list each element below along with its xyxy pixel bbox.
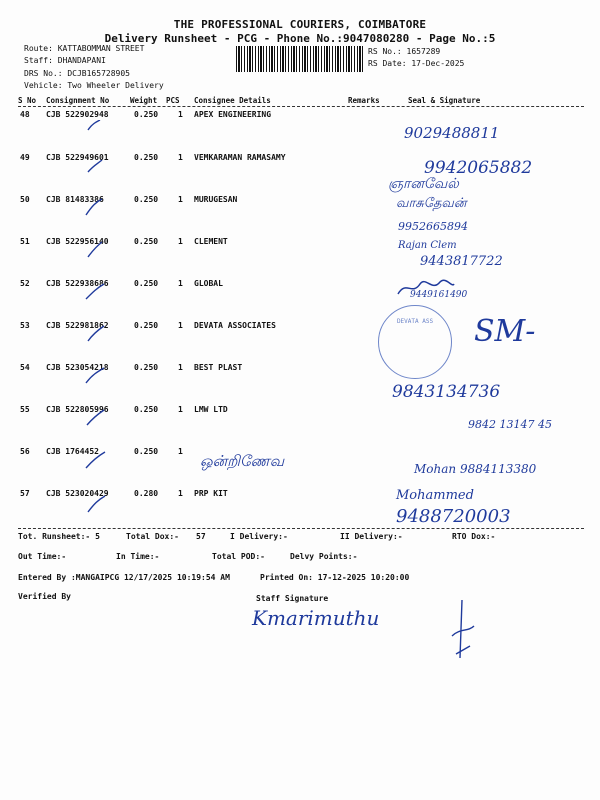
scribble-52 — [396, 274, 456, 300]
row-weight: 0.250 — [134, 110, 159, 119]
total-pod: Total POD:- — [212, 552, 265, 561]
rto-dox: RTO Dox:- — [452, 532, 496, 541]
col-consignee: Consignee Details — [194, 96, 271, 105]
row-weight: 0.250 — [134, 195, 159, 204]
row-sno: 56 — [20, 447, 30, 456]
row-sno: 54 — [20, 363, 30, 372]
row-pcs: 1 — [178, 363, 183, 372]
row-consignee: CLEMENT — [194, 237, 228, 246]
row-consignment: CJB 522956140 — [46, 237, 109, 246]
row-pcs: 1 — [178, 447, 183, 456]
row-sno: 49 — [20, 153, 30, 162]
out-time: Out Time:- — [18, 552, 67, 561]
total-dox-value: 57 — [196, 532, 206, 541]
ii-delivery: II Delivery:- — [340, 532, 403, 541]
row-consignment: CJB 1764452 — [46, 447, 99, 456]
row-consignee: MURUGESAN — [194, 195, 238, 204]
row-weight: 0.250 — [134, 279, 159, 288]
col-consignment: Consignment No — [46, 96, 110, 105]
delvy-points: Delvy Points:- — [290, 552, 358, 561]
signature-57-name: Mohammed — [396, 488, 474, 503]
signature-55-phone: 9843134736 — [392, 382, 501, 402]
row-pcs: 1 — [178, 195, 183, 204]
row-weight: 0.250 — [134, 153, 159, 162]
staff-signature: Kmarimuthu — [252, 606, 380, 630]
signature-50-name: வாசுதேவன் — [396, 196, 467, 211]
row-pcs: 1 — [178, 405, 183, 414]
row-sno: 53 — [20, 321, 30, 330]
signature-57-phone: 9488720003 — [396, 506, 511, 527]
row-sno: 51 — [20, 237, 30, 246]
staff-signature-label: Staff Signature — [256, 594, 329, 603]
drs-number: DRS No.: DCJB165728905 — [24, 69, 130, 78]
row-consignment: CJB 522938686 — [46, 279, 109, 288]
row-sno: 52 — [20, 279, 30, 288]
rs-number: RS No.: 1657289 — [368, 47, 441, 56]
tick-marks — [60, 120, 120, 520]
row-weight: 0.280 — [134, 489, 159, 498]
col-weight: Weight — [130, 96, 158, 105]
row-sno: 48 — [20, 110, 30, 119]
row-consignee: PRP KIT — [194, 489, 228, 498]
row-consignment: CJB 81483386 — [46, 195, 104, 204]
barcode — [236, 46, 364, 72]
row-consignee: LMW LTD — [194, 405, 228, 414]
runsheet-subtitle: Delivery Runsheet - PCG - Phone No.:9047080280 - Page No.:5 — [104, 32, 496, 45]
row-consignee: DEVATA ASSOCIATES — [194, 321, 276, 330]
rs-date: RS Date: 17-Dec-2025 — [368, 59, 465, 68]
row-consignee: GLOBAL — [194, 279, 223, 288]
row-weight: 0.250 — [134, 447, 159, 456]
printed-on: Printed On: 17-12-2025 10:20:00 — [260, 573, 410, 582]
signature-51-name: Rajan Clem — [398, 240, 457, 251]
signature-51-phone: 9443817722 — [420, 254, 503, 269]
row-consignment: CJB 522902948 — [46, 110, 109, 119]
signature-50-phone: 9952665894 — [398, 220, 468, 233]
row-pcs: 1 — [178, 153, 183, 162]
signature-56-phone: Mohan 9884113380 — [414, 462, 537, 476]
signature-55-note: 9842 13147 45 — [468, 418, 552, 431]
row-consignment: CJB 522949601 — [46, 153, 109, 162]
signature-49-phone: 9942065882 — [424, 158, 533, 178]
row-pcs: 1 — [178, 237, 183, 246]
entered-by: Entered By :MANGAIPCG 12/17/2025 10:19:54 AM — [18, 573, 230, 582]
verifier-scribble — [448, 598, 478, 668]
signature-52: 9449161490 — [410, 290, 468, 300]
row-sno: 55 — [20, 405, 30, 414]
in-time: In Time:- — [116, 552, 160, 561]
row-pcs: 1 — [178, 110, 183, 119]
col-pcs: PCS — [166, 96, 180, 105]
total-dox-label: Total Dox:- — [126, 532, 179, 541]
row-consignee: BEST PLAST — [194, 363, 243, 372]
row-consignment: CJB 522805996 — [46, 405, 109, 414]
total-runsheet: Tot. Runsheet:- 5 — [18, 532, 100, 541]
signature-48: 9029488811 — [404, 124, 500, 142]
row-sno: 50 — [20, 195, 30, 204]
signature-56-name: ஒன்றிணேவ — [200, 452, 285, 470]
row-pcs: 1 — [178, 321, 183, 330]
route: Route: KATTABOMMAN STREET — [24, 44, 145, 53]
row-consignment: CJB 523054218 — [46, 363, 109, 372]
row-weight: 0.250 — [134, 237, 159, 246]
vehicle: Vehicle: Two Wheeler Delivery — [24, 81, 164, 90]
row-pcs: 1 — [178, 489, 183, 498]
col-seal: Seal & Signature — [408, 96, 481, 105]
header-rule — [18, 106, 584, 107]
col-remarks: Remarks — [348, 96, 380, 105]
i-delivery: I Delivery:- — [230, 532, 288, 541]
company-stamp: DEVATA ASS — [378, 305, 452, 379]
company-title: THE PROFESSIONAL COURIERS, COIMBATORE — [173, 18, 427, 31]
col-sno: S No — [18, 96, 37, 105]
row-weight: 0.250 — [134, 405, 159, 414]
row-pcs: 1 — [178, 279, 183, 288]
row-consignment: CJB 522981862 — [46, 321, 109, 330]
row-weight: 0.250 — [134, 363, 159, 372]
signature-49-name: ஞானவேல் — [388, 176, 459, 192]
verified-by: Verified By — [18, 592, 71, 601]
signature-53: SM- — [474, 314, 536, 349]
row-sno: 57 — [20, 489, 30, 498]
row-consignee: VEMKARAMAN RAMASAMY — [194, 153, 286, 162]
staff: Staff: DHANDAPANI — [24, 56, 106, 65]
row-consignee: APEX ENGINEERING — [194, 110, 272, 119]
row-weight: 0.250 — [134, 321, 159, 330]
row-consignment: CJB 523020429 — [46, 489, 109, 498]
totals-rule — [18, 528, 584, 529]
